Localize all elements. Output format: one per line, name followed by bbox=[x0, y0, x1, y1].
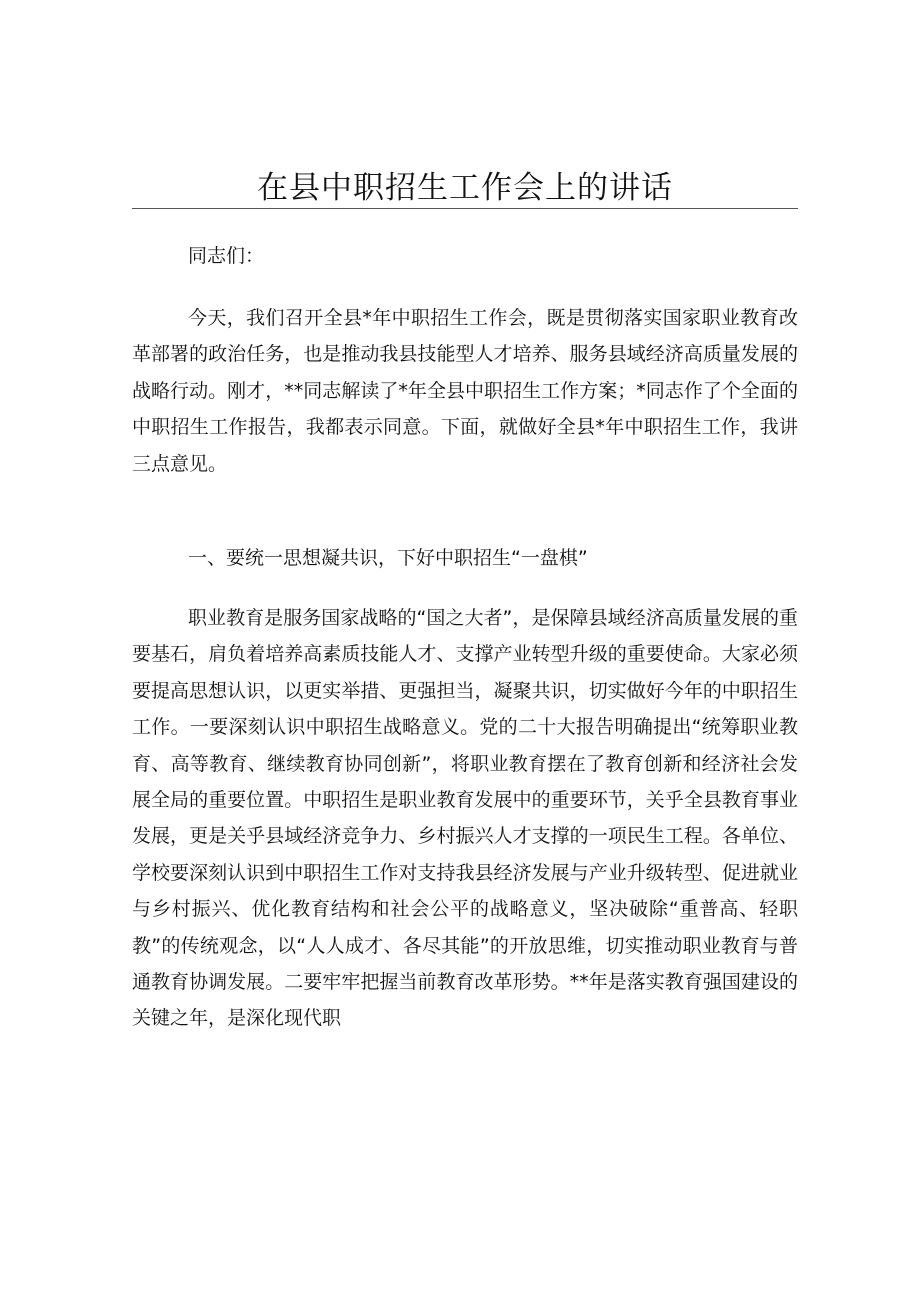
document-title: 在县中职招生工作会上的讲话 bbox=[257, 170, 673, 206]
greeting-line: 同志们： bbox=[188, 245, 265, 267]
section-one-paragraph: 职业教育是服务国家战略的“国之大者”，是保障县域经济高质量发展的重要基石，肩负着培养高素质技能人才、支撑产业转型升级的重要使命。大家必须要提高思想认识，以更实举措、更强担当，凝聚共识，切实做好今年的中职招生工作。一要深刻认识中职招生战略意义。党的二十大报告明确提出“统筹职业教育、高等教育、继续教育协同创新”，将职业教育摆在了教育创新和经济社会发展全局的重要位置。中职招生是职业教育发展中的重要环节，关乎全县教育事业发展，更是关乎县域经济竞争力、乡村振兴人才支撑的一项民生工程。各单位、学校要深刻认识到中职招生工作对支持我县经济发展与产业升级转型、促进就业与乡村振兴、优化教育结构和社会公平的战略意义，坚决破除“重普高、轻职教”的传统观念，以“人人成才、各尽其能”的开放思维，切实推动职业教育与普通教育协调发展。二要牢牢把握当前教育改革形势。**年是落实教育强国建设的关键之年，是深化现代职 bbox=[132, 607, 798, 1030]
section-heading-one: 一、要统一思想凝共识，下好中职招生“一盘棋” bbox=[188, 547, 588, 569]
title-underline bbox=[132, 208, 798, 209]
opening-paragraph: 今天，我们召开全县*年中职招生工作会，既是贯彻落实国家职业教育改革部署的政治任务，也是推动我县技能型人才培养、服务县域经济高质量发展的战略行动。刚才，**同志解读了*年全县中职招生工作方案；*同志作了个全面的中职招生工作报告，我都表示同意。下面，就做好全县*年中职招生工作，我讲三点意见。 bbox=[132, 307, 798, 475]
